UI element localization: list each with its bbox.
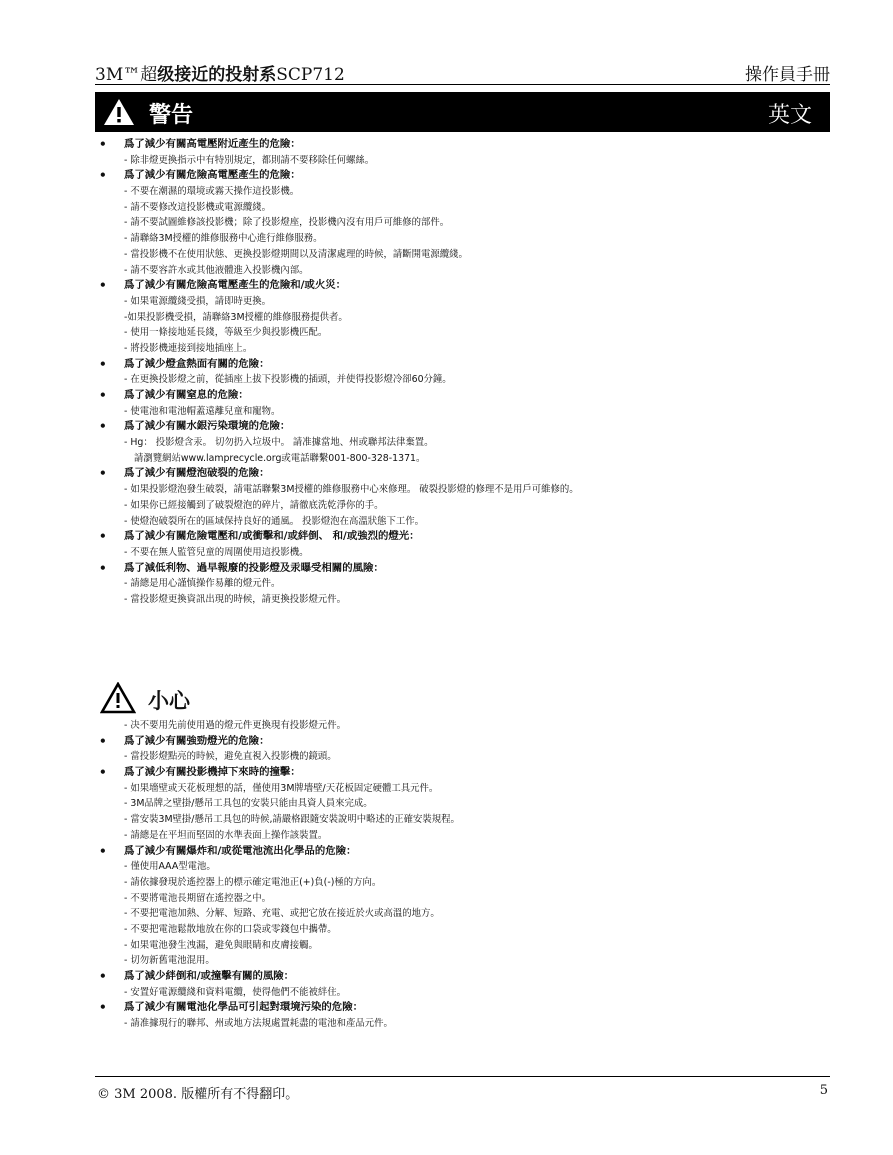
hazard-item (0, 828, 893, 844)
hazard-item (0, 341, 893, 357)
hazard-item (0, 906, 893, 922)
hazard-item (0, 718, 893, 734)
hazard-item (0, 404, 893, 420)
item-text: - 如果電源纜綫受損，請即時更換。 (124, 295, 271, 307)
hazard-heading (0, 466, 893, 482)
hazard-item (0, 215, 893, 231)
hazard-heading (0, 137, 893, 153)
item-text: - 當投影機不在使用狀態、更換投影燈期間以及清潔處理的時候，請斷開電源纜綫。 (124, 248, 468, 260)
item-text: 請瀏覽網站www.lamprecycle.org或電話聯繫001-800-328-1371。 (134, 452, 426, 464)
hazard-item (0, 498, 893, 514)
hazard-item (0, 859, 893, 875)
item-text: - 僅使用AAA型電池。 (124, 861, 216, 873)
item-text: - 使電池和電池帽蓋遠離兒童和寵物。 (124, 405, 281, 417)
hazard-item (0, 153, 893, 169)
warning-banner (95, 92, 830, 132)
item-text: 爲了減少燈盒熱面有關的危險： (124, 357, 270, 370)
item-text: - 不要將電池長期留在遙控器之中。 (124, 892, 271, 904)
hazard-heading (0, 561, 893, 577)
hazard-heading (0, 278, 893, 294)
item-text: - 如果你已經接觸到了破裂燈泡的碎片，請徹底洗乾淨你的手。 (124, 499, 384, 511)
item-text: - 使燈泡破裂所在的區域保持良好的通風。 投影燈泡在高溫狀態下工作。 (124, 515, 424, 527)
hazard-item (0, 891, 893, 907)
bullet: • (99, 969, 107, 983)
bullet: • (99, 1000, 107, 1015)
hazard-heading (0, 357, 893, 373)
hazard-item (0, 922, 893, 938)
hazard-item (0, 372, 893, 388)
hazard-heading (0, 419, 893, 435)
item-text: 爲了減少有關水銀污染環境的危險： (124, 420, 291, 433)
item-text: - 當安裝3M壁掛/懸吊工具包的時候,請嚴格跟隨安裝說明中略述的正確安裝規程。 (124, 814, 460, 826)
hazard-heading (0, 765, 893, 781)
bullet: • (99, 137, 107, 151)
page-footer (95, 1076, 830, 1101)
bullet: • (99, 356, 107, 371)
item-text: - 如果電池發生洩漏，避免與眼睛和皮膚接觸。 (124, 939, 318, 951)
warning-icon (103, 98, 135, 126)
hazard-heading (0, 388, 893, 404)
bullet: • (99, 168, 107, 183)
item-text: - 切勿新舊電池混用。 (124, 955, 215, 967)
item-text: - 不要在無人監管兒童的周圍使用這投影機。 (124, 546, 309, 558)
item-text: -如果投影機受損，請聯絡3M授權的維修服務提供者。 (124, 311, 348, 323)
hazard-item (0, 435, 893, 451)
item-text: - 如果墻壁或天花板理想的話，僅使用3M牌墻壁/天花板固定硬體工具元件。 (124, 782, 439, 794)
item-text: - 使用一條接地延長綫，等級至少與投影機匹配。 (124, 327, 328, 339)
item-text: 爲了減少有關危險高電壓產生的危險和/或火災： (124, 279, 346, 292)
caution-heading (100, 682, 190, 718)
item-text: - 不要把電池鬆散地放在你的口袋或零錢包中攜帶。 (124, 923, 337, 935)
item-text: 爲了減低利物、過早報廢的投影燈及汞曝受相關的風險： (124, 561, 384, 574)
item-text: - 不要在潮濕的環境或霧天操作這投影機。 (124, 186, 300, 198)
item-text: 爲了減少有關危險電壓和/或衝擊和/或絆倒、 和/或強烈的燈光： (124, 530, 420, 543)
item-text: - 不要把電池加熱、分解、短路、充電、或把它放在接近於火或高溫的地方。 (124, 908, 440, 920)
item-text: 爲了減少有關強勁燈光的危險： (124, 734, 270, 747)
item-text: 爲了減少有關投影機掉下來時的撞擊： (124, 766, 301, 779)
hazard-item (0, 796, 893, 812)
hazard-item (0, 781, 893, 797)
hazard-heading (0, 529, 893, 545)
item-text: - 將投影機連接到接地插座上。 (124, 342, 253, 354)
item-text: 爲了減少有關燈泡破裂的危險： (124, 467, 270, 480)
manual-label: 操作員手冊 (745, 65, 830, 85)
hazard-item (0, 200, 893, 216)
item-text: - 請聯絡3M授權的維修服務中心進行維修服務。 (124, 233, 323, 245)
hazard-item (0, 294, 893, 310)
item-text: - 3M品牌之壁掛/懸吊工具包的安裝只能由具資人員來完成。 (124, 798, 373, 810)
hazard-item (0, 1016, 893, 1032)
copyright: © 3M 2008. 版權所有不得翻印。 (97, 1087, 299, 1102)
warning-label: 警告 (149, 103, 194, 128)
page-header (95, 60, 830, 85)
hazard-item (0, 938, 893, 954)
caution-label: 小心 (148, 689, 190, 713)
item-text: 爲了減少有關爆炸和/或從電池流出化學品的危險： (124, 844, 357, 857)
item-text: - 請准據現行的聯邦、州或地方法規處置耗盡的電池和產品元件。 (124, 1018, 393, 1030)
hazard-item (0, 985, 893, 1001)
item-text: - Hg： 投影燈含汞。 切勿扔入垃圾中。 請准據當地、州或聯邦法律棄置。 (124, 437, 434, 449)
bullet: • (99, 529, 107, 544)
hazard-item (0, 263, 893, 279)
item-text: 爲了減少有關高電壓附近產生的危險： (124, 138, 301, 150)
bullet: • (99, 419, 107, 434)
hazard-item (0, 592, 893, 608)
item-text: - 請不要試圖維修該投影機；除了投影燈座，投影機內沒有用戶可維修的部件。 (124, 217, 450, 229)
item-text: - 除非燈更換指示中有特別規定，都則請不要移除任何螺絲。 (124, 154, 375, 166)
item-text: - 請不要修改這投影機或電源纜綫。 (124, 201, 271, 213)
hazard-item (0, 231, 893, 247)
bullet: • (99, 560, 107, 575)
hazard-heading (0, 734, 893, 750)
item-text: - 請總是在平坦而堅固的水準表面上操作該裝置。 (124, 829, 328, 841)
document-title: 3M™超级接近的投射系SCP712 (95, 65, 345, 85)
bullet: • (99, 466, 107, 481)
item-text: - 安置好電源纜綫和資料電纜，使得他們不能被絆住。 (124, 986, 346, 998)
bullet: • (99, 843, 107, 858)
hazard-item (0, 310, 893, 326)
item-text: 爲了減少有關窒息的危險： (124, 389, 249, 401)
bullet: • (99, 388, 107, 402)
hazard-heading (0, 844, 893, 860)
item-text: - 當投影燈更換資訊出現的時候，請更換投影燈元件。 (124, 593, 346, 605)
hazard-item (0, 325, 893, 341)
hazard-item (0, 875, 893, 891)
item-text: - 請總是用心謹慎操作易離的燈元件。 (124, 578, 281, 590)
hazard-item (0, 184, 893, 200)
caution-icon (100, 682, 136, 714)
bullet: • (99, 278, 107, 293)
page-number: 5 (819, 1083, 828, 1098)
language-label: 英文 (767, 103, 812, 128)
hazard-item (0, 812, 893, 828)
hazard-heading (0, 969, 893, 985)
hazard-heading (0, 168, 893, 184)
hazard-item (0, 749, 893, 765)
item-text: - 决不要用先前使用過的燈元件更換現有投影燈元件。 (124, 720, 346, 731)
item-text: 爲了減少有關電池化學品可引起對環境污染的危險： (124, 1001, 363, 1014)
hazard-item (0, 451, 893, 467)
item-text: - 如果投影燈泡發生破裂，請電話聯繫3M授權的維修服務中心來修理。 破裂投影燈的修理不是用戶可維修的。 (124, 484, 579, 496)
item-text: - 請依據發現於遙控器上的標示確定電池正(+)負(-)極的方向。 (124, 876, 382, 888)
hazard-item (0, 247, 893, 263)
bullet: • (99, 765, 107, 780)
hazard-item (0, 514, 893, 530)
item-text: 爲了減少絆倒和/或撞擊有關的風險： (124, 970, 295, 982)
hazard-item (0, 953, 893, 969)
hazard-heading (0, 1000, 893, 1016)
caution-list (0, 718, 893, 1032)
warning-list (0, 137, 893, 608)
item-text: - 請不要容許水或其他液體進入投影機內部。 (124, 264, 309, 276)
item-text: - 在更換投影燈之前，從插座上拔下投影機的插頭，并使得投影燈冷卻60分鐘。 (124, 374, 452, 386)
hazard-item (0, 545, 893, 561)
item-text: - 當投影燈點亮的時候，避免直視入投影機的鏡頭。 (124, 751, 337, 763)
hazard-item (0, 576, 893, 592)
bullet: • (99, 733, 107, 748)
item-text: 爲了減少有關危險高電壓產生的危險： (124, 169, 301, 182)
hazard-item (0, 482, 893, 498)
